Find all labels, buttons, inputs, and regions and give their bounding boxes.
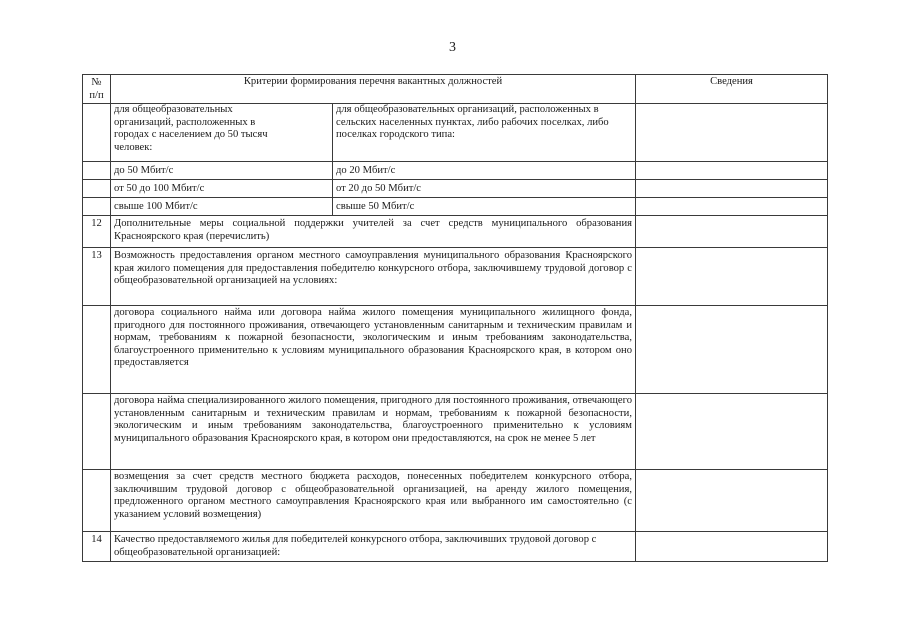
item-13-option-row (83, 306, 828, 394)
item-row-14 (83, 532, 828, 562)
item-text: Дополнительные меры социальной поддержки учителей за счет средств муниципального образования Красноярского края (перечислить) (111, 216, 636, 248)
rural-speed-cell: до 20 Мбит/с (333, 162, 636, 180)
criteria-table (82, 74, 828, 562)
num-cell (83, 162, 111, 180)
info-cell (636, 180, 828, 198)
item-option-text: договора найма специализированного жилого помещения, пригодного для постоянного проживания, отвечающего установленным санитарным и техническим правилам и нормам, требованиям к пожарной безопасности, экологическим и иным требованиям законодательства, благоустроенного применительно к условиям муниципального образования Красноярского края, в котором они предоставляются, на срок не менее 5 лет (111, 394, 636, 470)
urban-speed-cell: до 50 Мбит/с (111, 162, 333, 180)
num-cell (83, 306, 111, 394)
internet-speed-row (83, 180, 828, 198)
info-header: Сведения (636, 75, 828, 104)
info-cell (636, 532, 828, 562)
rural-speed-cell: от 20 до 50 Мбит/с (333, 180, 636, 198)
info-cell (636, 198, 828, 216)
item-option-text: договора социального найма или договора найма жилого помещения муниципального жилищного фонда, пригодного для постоянного проживания, отвечающего установленным санитарным и техническим правилам и нормам, требованиям к пожарной безопасности, экологическим и иным требованиям законодательства, благоустроенного применительно к условиям муниципального образования Красноярского края, в котором оно предоставляется (111, 306, 636, 394)
info-cell (636, 248, 828, 306)
internet-speed-row (83, 162, 828, 180)
item-13-option-row (83, 394, 828, 470)
internet-speed-row (83, 198, 828, 216)
item-text: Качество предоставляемого жилья для победителей конкурсного отбора, заключивших трудовой договор с общеобразовательной организацией: (111, 532, 636, 562)
urban-speed-cell: свыше 100 Мбит/с (111, 198, 333, 216)
info-cell (636, 394, 828, 470)
item-number: 14 (83, 532, 111, 562)
item-number: 13 (83, 248, 111, 306)
item-row-13 (83, 248, 828, 306)
num-cell (83, 180, 111, 198)
item-text: Возможность предоставления органом местного самоуправления муниципального образования Красноярского края жилого помещения для предоставления победителю конкурсного отбора, заключившему трудовой договор с общеобразовательной организацией на условиях: (111, 248, 636, 306)
num-cell (83, 198, 111, 216)
num-cell (83, 470, 111, 532)
item-number: 12 (83, 216, 111, 248)
urban-header-cell: для общеобразовательных организаций, расположенных в городах с населением до 50 тысяч человек: (111, 104, 333, 162)
info-cell (636, 104, 828, 162)
info-cell (636, 216, 828, 248)
info-cell (636, 306, 828, 394)
info-cell (636, 162, 828, 180)
item-option-text: возмещения за счет средств местного бюджета расходов, понесенных победителем конкурсного отбора, заключившим трудовой договор с общеобразовательной организацией, на аренду жилого помещения, предложенного органом местного самоуправления Красноярского края или выбранного им самостоятельно (с указанием условий возмещения) (111, 470, 636, 532)
rural-speed-cell: свыше 50 Мбит/с (333, 198, 636, 216)
rural-header-cell: для общеобразовательных организаций, расположенных в сельских населенных пунктах, либо рабочих поселках, либо поселках городского типа: (333, 104, 636, 162)
item-13-option-row (83, 470, 828, 532)
num-cell (83, 104, 111, 162)
internet-headers-row (83, 104, 828, 162)
table-header-row (83, 75, 828, 104)
num-cell (83, 394, 111, 470)
num-header: № п/п (83, 75, 111, 104)
urban-speed-cell: от 50 до 100 Мбит/с (111, 180, 333, 198)
criteria-header: Критерии формирования перечня вакантных должностей (111, 75, 636, 104)
page-number: 3 (449, 40, 456, 55)
info-cell (636, 470, 828, 532)
item-row-12 (83, 216, 828, 248)
